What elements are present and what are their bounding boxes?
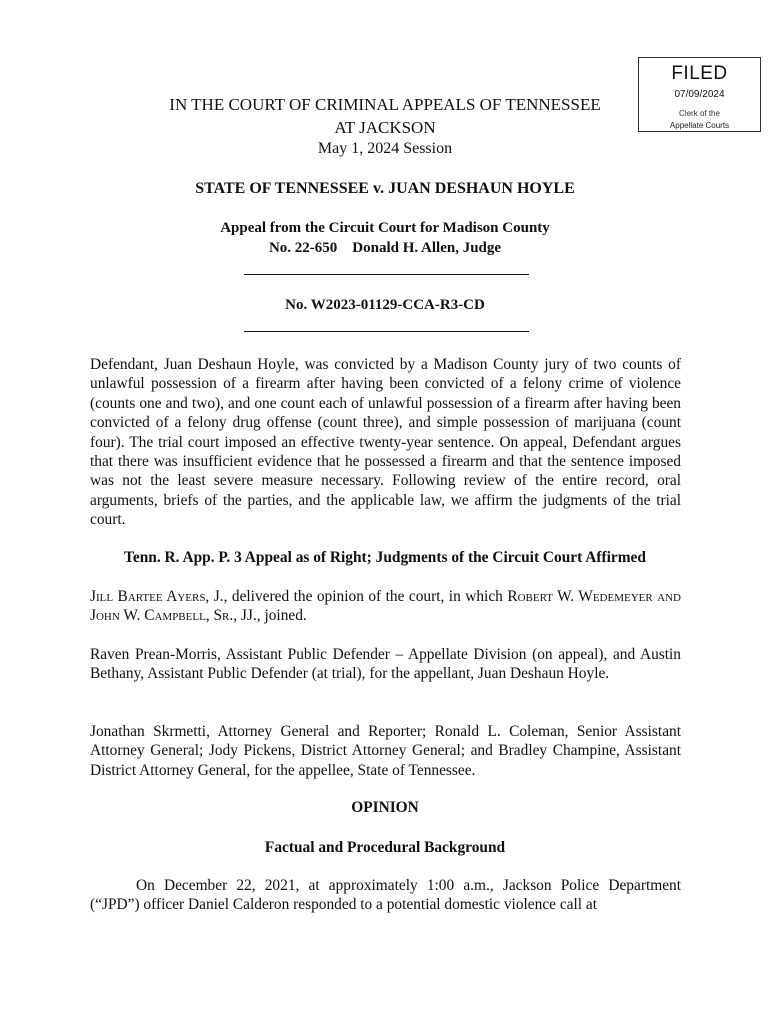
opinion-heading: OPINION [351,799,419,816]
section-heading: Factual and Procedural Background [264,839,506,856]
docket-number: No. W2023-01129-CCA-R3-CD [285,297,485,313]
filed-stamp [638,57,761,132]
divider-top [244,274,529,275]
author-name: Jill Bartee Ayers, J. [90,588,224,605]
disposition: Tenn. R. App. P. 3 Appeal as of Right; Judgments of the Circuit Court Affirmed [124,549,646,566]
case-title: STATE OF TENNESSEE v. JUAN DESHAUN HOYLE [195,180,575,197]
stamp-title: FILED [671,63,728,84]
lower-case-and-judge: No. 22-650 Donald H. Allen, Judge [268,240,502,256]
divider-bottom [244,331,529,332]
court-location: AT JACKSON [334,118,436,137]
delivered-text: , delivered the opinion of the court, in which [223,588,508,605]
counsel-appellant: Raven Prean-Morris, Assistant Public Defender – Appellate Division (on appeal), and Austin Bethany, Assistant Public Defender (at trial), for the appellant, Juan Deshaun Hoyle. [90,646,681,683]
body-paragraph: On December 22, 2021, at approximately 1:00 a.m., Jackson Police Department (“JPD”) officer Daniel Calderon responded to a potential domestic violence call at [90,877,681,914]
stamp-clerk: Clerk of the [679,109,720,118]
court-name: IN THE COURT OF CRIMINAL APPEALS OF TENNESSEE [169,95,601,114]
joining-judges: Robert W. Wedemeyer and John W. Campbell, Sr., JJ. [90,588,681,625]
stamp-court: Appellate Courts [669,121,730,130]
delivered-end: , joined. [256,607,307,625]
case-summary: Defendant, Juan Deshaun Hoyle, was convicted by a Madison County jury of two counts of unlawful possession of a firearm after having been convicted of a felony crime of violence (counts one and two), and one count each of unlawful possession of a firearm after having been convicted of a felony drug offense (count three), and simple possession of marijuana (count four). The trial court imposed an effective twenty-year sentence. On appeal, Defendant argues that there was insufficient evidence that he possessed a firearm and that the sentence imposed was not the least severe measure necessary. Following review of the entire record, oral arguments, briefs of the parties, and the applicable law, we affirm the judgments of the trial court. [90,356,681,529]
session-date: May 1, 2024 Session [317,140,453,157]
delivered-by [90,587,681,626]
counsel-appellee: Jonathan Skrmetti, Attorney General and Reporter; Ronald L. Coleman, Senior Assistant Attorney General; Jody Pickens, District Attorney General; and Bradley Champine, Assistant District Attorney General, for the appellee, State of Tennessee. [90,723,681,779]
appeal-from: Appeal from the Circuit Court for Madison County [220,220,550,236]
stamp-date: 07/09/2024 [674,89,725,100]
